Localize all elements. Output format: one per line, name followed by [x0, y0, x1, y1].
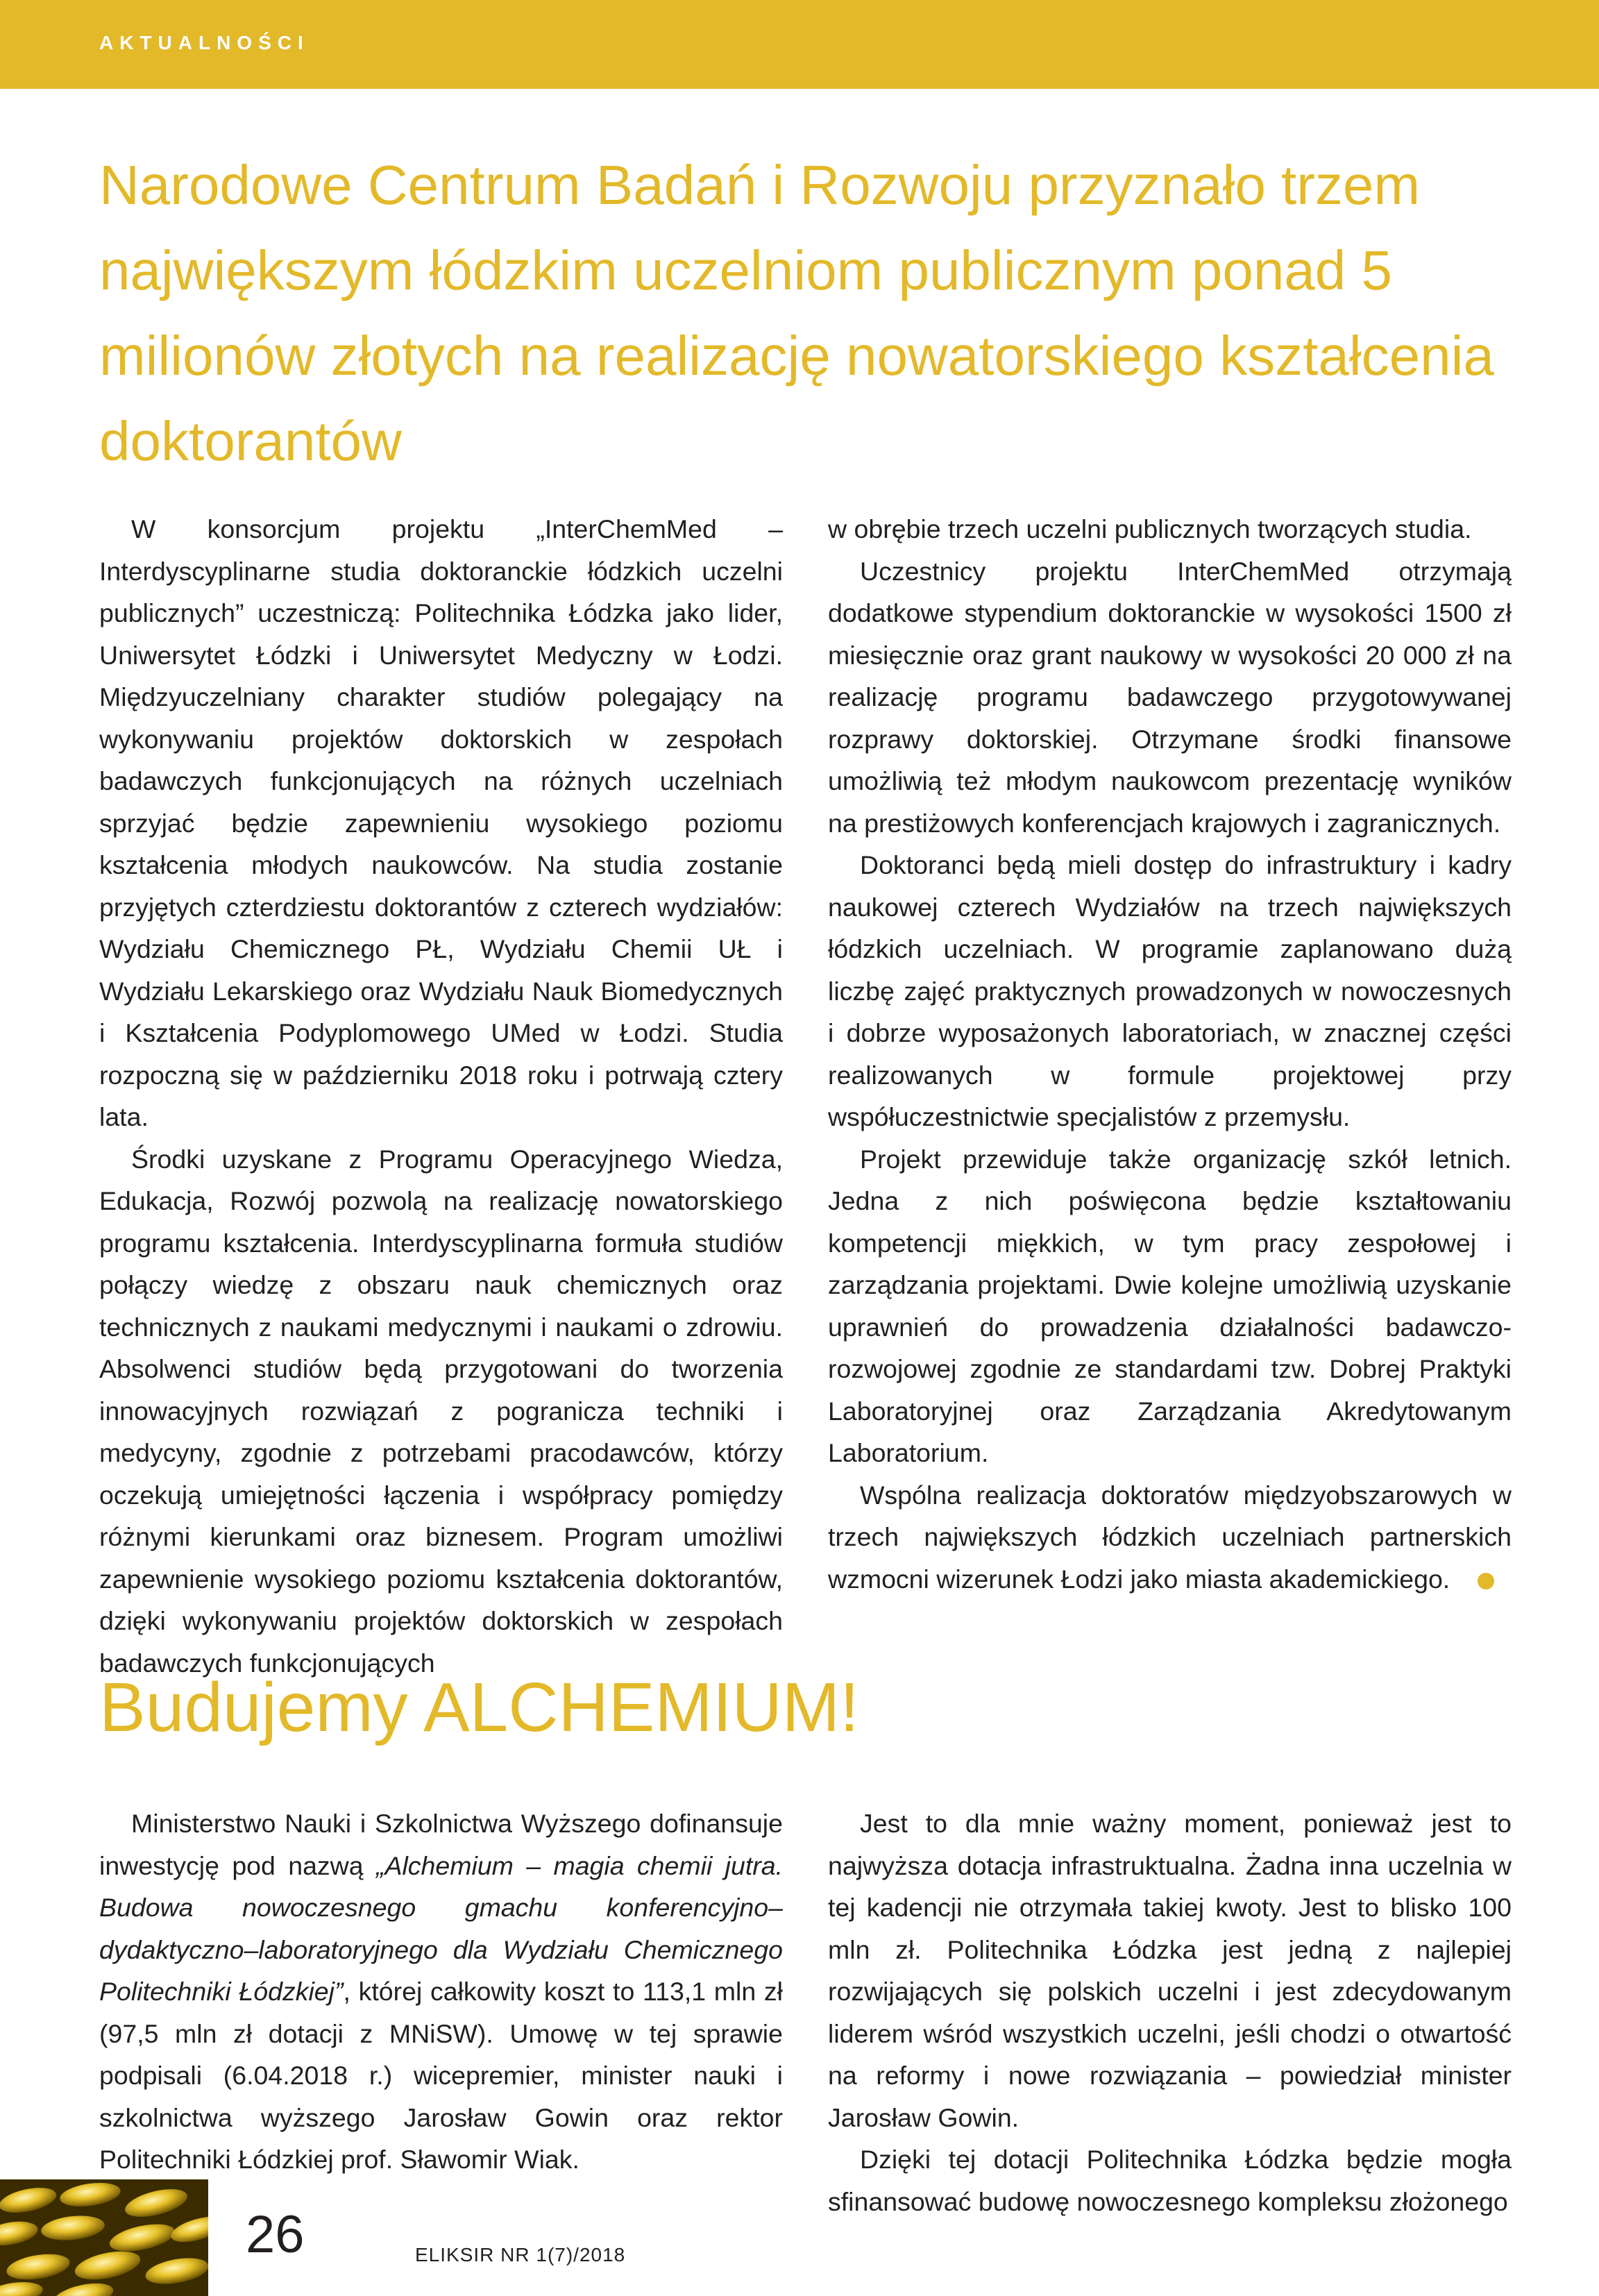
paragraph: Środki uzyskane z Programu Operacyjnego Wiedza, Edukacja, Rozwój pozwolą na realizację nowatorskiego programu kształcenia. Interdyscyplinarna formuła studiów połączy wiedzę z obszaru nauk chemicznych oraz technicznych z naukami medycznymi i naukami o zdrowiu. Absolwenci studiów będą przygotowani do tworzenia innowacyjnych rozwiązań z pogranicza techniki i medycyny, zgodnie z potrzebami pracodawców, którzy oczekują umiejętności łączenia i współpracy pomiędzy różnymi kierunkami oraz biznesem. Program umożliwi zapewnienie wysokiego poziomu kształcenia doktorantów, dzięki wykonywaniu projektów doktorskich w zespołach badawczych funkcjonujących	[99, 1144, 783, 1678]
paragraph: Doktoranci będą mieli dostęp do infrastruktury i kadry naukowej czterech Wydziałów na trzech największych łódzkich uczelniach. W programie zaplanowano dużą liczbę zajęć praktycznych prowadzonych w nowoczesnych i dobrze wyposażonych laboratoriach, w znacznej części realizowanych w formule projektowej przy współuczestnictwie specjalistów z przemysłu.	[828, 850, 1512, 1131]
article-column-left	[99, 508, 783, 1684]
section-label: AKTUALNOŚCI	[99, 32, 310, 53]
paragraph: W konsorcjum projektu „InterChemMed – Interdyscyplinarne studia doktoranckie łódzkich uczelni publicznych” uczestniczą: Politechnika Łódzka jako lider, Uniwersytet Łódzki i Uniwersytet Medyczny w Łodzi. Międzyuczelniany charakter studiów polegający na wykonywaniu projektów doktorskich w zespołach badawczych funkcjonujących na różnych uczelniach sprzyjać będzie zapewnieniu wysokiego poziomu kształcenia młodych naukowców. Na studia zostanie przyjętych czterdziestu doktorantów z czterech wydziałów: Wydziału Chemicznego PŁ, Wydziału Chemii UŁ i Wydziału Lekarskiego oraz Wydziału Nauk Biomedycznych i Kształcenia Podyplomowego UMed w Łodzi. Studia rozpoczną się w październiku 2018 roku i potrwają cztery lata.	[99, 514, 783, 1131]
decorative-capsules-image	[0, 2179, 208, 2296]
paragraph: Projekt przewiduje także organizację szkół letnich. Jedna z nich poświęcona będzie kształtowaniu kompetencji miękkich, w tym pracy zespołowej i zarządzania projektami. Dwie kolejne umożliwią uzyskanie uprawnień do prowadzenia działalności badawczo-rozwojowej zgodnie ze standardami tzw. Dobrej Praktyki Laboratoryjnej oraz Zarządzania Akredytowanym Laboratorium.	[828, 1144, 1512, 1467]
article-column-right	[828, 508, 1512, 1600]
magazine-issue: ELIKSIR NR 1(7)/2018	[415, 2244, 626, 2265]
page-number: 26	[246, 2205, 305, 2264]
paragraph-text: , której całkowity koszt to 113,1 mln zł (97,5 mln zł dotacji z MNiSW). Umowę w tej sprawie podpisali (6.04.2018 r.) wicepremier, minister nauki i szkolnictwa wyższego Jarosław Gowin oraz rektor Politechniki Łódzkiej prof. Sławomir Wiak.	[99, 1977, 784, 2174]
paragraph: Dzięki tej dotacji Politechnika Łódzka będzie mogła sfinansować budowę nowoczesnego kompleksu złożonego	[828, 2145, 1512, 2216]
article-column-right	[828, 1803, 1512, 2222]
paragraph: w obrębie trzech uczelni publicznych tworzących studia.	[828, 514, 1472, 543]
article-title: Narodowe Centrum Badań i Rozwoju przyznało trzem największym łódzkim uczelniom publicznym ponad 5 milionów złotych na realizację nowatorskiego kształcenia doktorantów	[99, 154, 1494, 472]
paragraph	[99, 1803, 783, 2181]
section-header-bar	[0, 0, 1599, 89]
paragraph-text: Ministerstwo Nauki i Szkolnictwa Wyższego dofinansuje inwestycję pod nazwą	[99, 1809, 783, 1880]
article-title: Budujemy ALCHEMIUM!	[99, 1669, 859, 1746]
paragraph: Jest to dla mnie ważny moment, ponieważ jest to najwyższa dotacja infrastruktualna. Żadna inna uczelnia w tej kadencji nie otrzymała takiej kwoty. Jest to blisko 100 mln zł. Politechnika Łódzka jest jedną z najlepiej rozwijających się polskich uczelni i jest zdecydowanym liderem wśród wszystkich uczelni, jeśli chodzi o otwartość na reformy i nowe rozwiązania – powiedział minister Jarosław Gowin.	[828, 1809, 1512, 2132]
investment-name: „Alchemium – magia chemii jutra. Budowa nowoczesnego gmachu konferencyjno–dydaktyczno–laboratoryjnego dla Wydziału Chemicznego Politechniki Łódzkiej”	[99, 1850, 783, 2006]
article-column-left	[99, 1803, 783, 2181]
paragraph-text: Wspólna realizacja doktoratów międzyobszarowych w trzech największych łódzkich uczelniach partnerskich wzmocni wizerunek Łodzi jako miasta akademickiego.	[828, 1480, 1512, 1594]
end-of-article-bullet-icon	[1478, 1573, 1494, 1589]
paragraph: Uczestnicy projektu InterChemMed otrzymają dodatkowe stypendium doktoranckie w wysokości 1500 zł miesięcznie oraz grant naukowy w wysokości 20 000 zł na realizację programu badawczego przygotowywanej rozprawy doktorskiej. Otrzymane środki finansowe umożliwią też młodym naukowcom prezentację wyników na prestiżowych konferencjach krajowych i zagranicznych.	[828, 556, 1512, 838]
capsules-icon	[0, 2179, 208, 2296]
final-paragraph	[828, 1474, 1512, 1601]
